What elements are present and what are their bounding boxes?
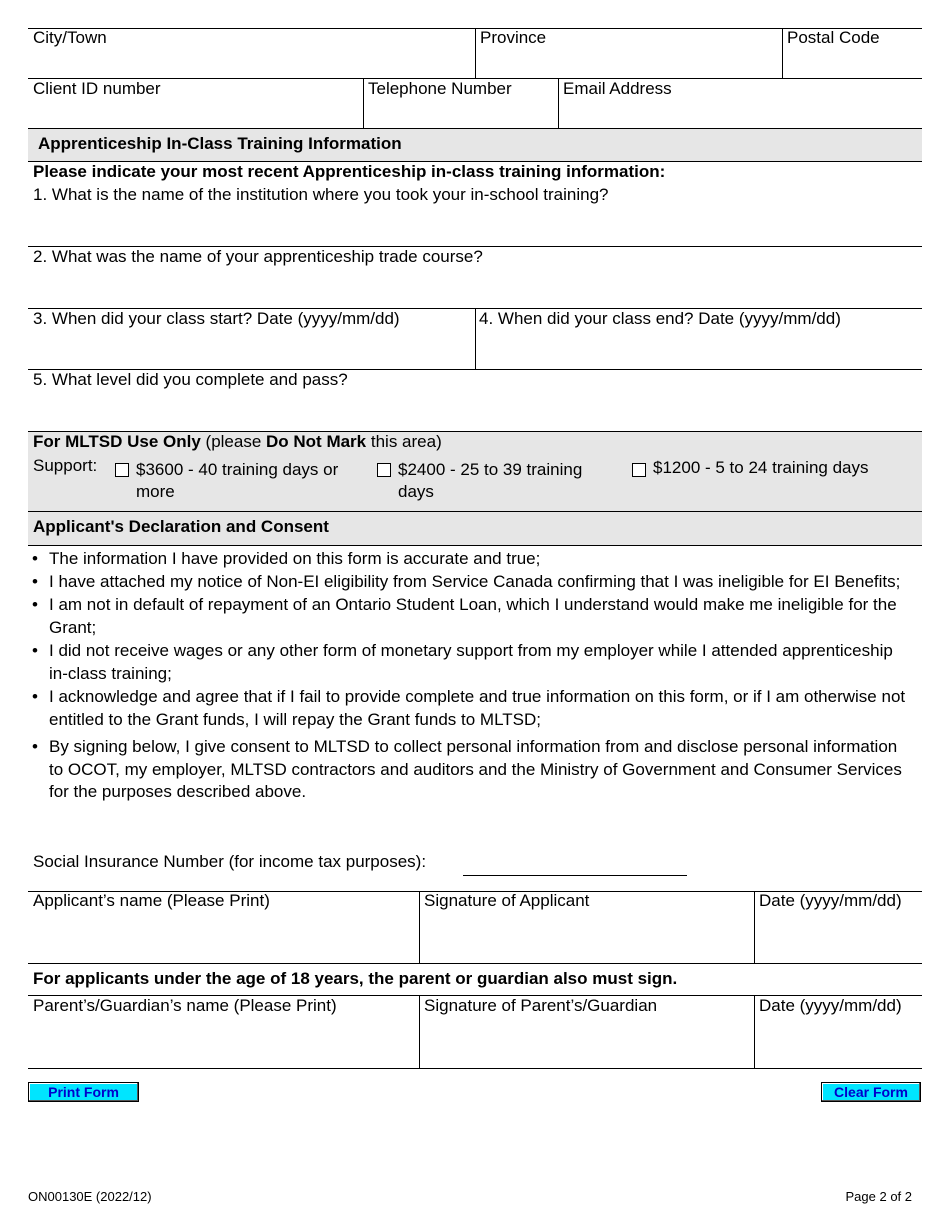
telephone-field[interactable] bbox=[364, 101, 557, 127]
email-label: Email Address bbox=[563, 79, 672, 98]
applicant-name-label: Applicant’s name (Please Print) bbox=[33, 891, 270, 910]
office-use-title-mid: (please bbox=[200, 432, 267, 451]
question-5-label: 5. What level did you complete and pass? bbox=[33, 370, 348, 389]
form-id: ON00130E (2022/12) bbox=[28, 1189, 152, 1204]
support-option-label: more bbox=[136, 482, 175, 501]
question-1-label: 1. What is the name of the institution where you took your in-school training? bbox=[33, 185, 609, 204]
applicant-date-label: Date (yyyy/mm/dd) bbox=[759, 891, 902, 910]
office-use-title-bold2: Do Not Mark bbox=[266, 432, 367, 451]
level-field[interactable] bbox=[28, 392, 921, 430]
declaration-title: Applicant's Declaration and Consent bbox=[33, 517, 329, 536]
training-intro: Please indicate your most recent Apprenticeship in-class training information: bbox=[33, 162, 666, 181]
guardian-date-field[interactable] bbox=[755, 1018, 921, 1067]
declaration-item: • I acknowledge and agree that if I fail to provide complete and true information on this form, or if I am otherwise not entitled to the Grant funds, I will repay the Grant funds to MLTSD; bbox=[32, 686, 912, 731]
support-option-label: days bbox=[398, 482, 434, 501]
question-4-label: 4. When did your class end? Date (yyyy/mm/dd) bbox=[479, 309, 841, 328]
declaration-item: • I am not in default of repayment of an Ontario Student Loan, which I understand would make me ineligible for the Grant; bbox=[32, 594, 912, 639]
declaration-item: • I did not receive wages or any other form of monetary support from my employer while I attended apprenticeship in-class training; bbox=[32, 640, 912, 685]
applicant-name-field[interactable] bbox=[28, 913, 418, 962]
guardian-name-field[interactable] bbox=[28, 1018, 418, 1067]
support-label: Support: bbox=[33, 456, 98, 475]
class-start-field[interactable] bbox=[28, 331, 474, 368]
client-id-label: Client ID number bbox=[33, 79, 161, 98]
office-use-title-end: this area) bbox=[366, 432, 442, 451]
guardian-name-label: Parent’s/Guardian’s name (Please Print) bbox=[33, 996, 337, 1015]
guardian-note: For applicants under the age of 18 years, the parent or guardian also must sign. bbox=[33, 969, 678, 988]
guardian-date-label: Date (yyyy/mm/dd) bbox=[759, 996, 902, 1015]
province-label: Province bbox=[480, 28, 547, 47]
page-number: Page 2 of 2 bbox=[845, 1189, 912, 1204]
applicant-date-field[interactable] bbox=[755, 913, 921, 962]
checkbox[interactable] bbox=[115, 463, 129, 477]
clear-form-button[interactable]: Clear Form bbox=[821, 1082, 921, 1102]
rule bbox=[28, 963, 922, 964]
rule bbox=[28, 1068, 922, 1069]
declaration-list bbox=[32, 548, 912, 804]
guardian-signature-label: Signature of Parent’s/Guardian bbox=[424, 996, 658, 1015]
support-option-1200[interactable] bbox=[632, 459, 646, 479]
sin-label: Social Insurance Number (for income tax purposes): bbox=[33, 852, 427, 871]
declaration-item: • By signing below, I give consent to MLTSD to collect personal information from and disclose personal information to OCOT, my employer, MLTSD contractors and auditors and the Ministry of Government and Consumer Services for the purposes described above. bbox=[32, 736, 912, 804]
support-option-label: $2400 - 25 to 39 training bbox=[398, 460, 583, 479]
class-end-field[interactable] bbox=[476, 331, 921, 368]
province-field[interactable] bbox=[476, 50, 781, 77]
institution-field[interactable] bbox=[28, 207, 921, 245]
city-label: City/Town bbox=[33, 28, 107, 47]
email-field[interactable] bbox=[559, 101, 921, 127]
sin-field[interactable] bbox=[463, 856, 687, 876]
telephone-label: Telephone Number bbox=[368, 79, 512, 98]
print-form-button[interactable]: Print Form bbox=[28, 1082, 139, 1102]
declaration-item: • The information I have provided on this form is accurate and true; bbox=[32, 548, 912, 571]
question-3-label: 3. When did your class start? Date (yyyy/mm/dd) bbox=[33, 309, 400, 328]
support-option-2400[interactable] bbox=[377, 459, 391, 479]
trade-course-field[interactable] bbox=[28, 269, 921, 307]
support-option-label: $1200 - 5 to 24 training days bbox=[653, 458, 869, 477]
support-option-label: $3600 - 40 training days or bbox=[136, 460, 339, 479]
postal-code-field[interactable] bbox=[783, 50, 921, 77]
applicant-signature-label: Signature of Applicant bbox=[424, 891, 590, 910]
declaration-item: • I have attached my notice of Non-EI eligibility from Service Canada confirming that I was ineligible for EI Benefits; bbox=[32, 571, 912, 594]
checkbox[interactable] bbox=[632, 463, 646, 477]
training-section-title: Apprenticeship In-Class Training Information bbox=[38, 134, 402, 153]
client-id-field[interactable] bbox=[28, 101, 362, 127]
question-2-label: 2. What was the name of your apprenticeship trade course? bbox=[33, 247, 483, 266]
city-field[interactable] bbox=[28, 50, 474, 77]
support-option-3600[interactable] bbox=[115, 459, 129, 479]
applicant-signature-field[interactable] bbox=[420, 913, 753, 962]
office-use-title bbox=[33, 432, 442, 452]
guardian-signature-field[interactable] bbox=[420, 1018, 753, 1067]
postal-code-label: Postal Code bbox=[787, 28, 880, 47]
checkbox[interactable] bbox=[377, 463, 391, 477]
office-use-title-bold: For MLTSD Use Only bbox=[33, 432, 201, 451]
